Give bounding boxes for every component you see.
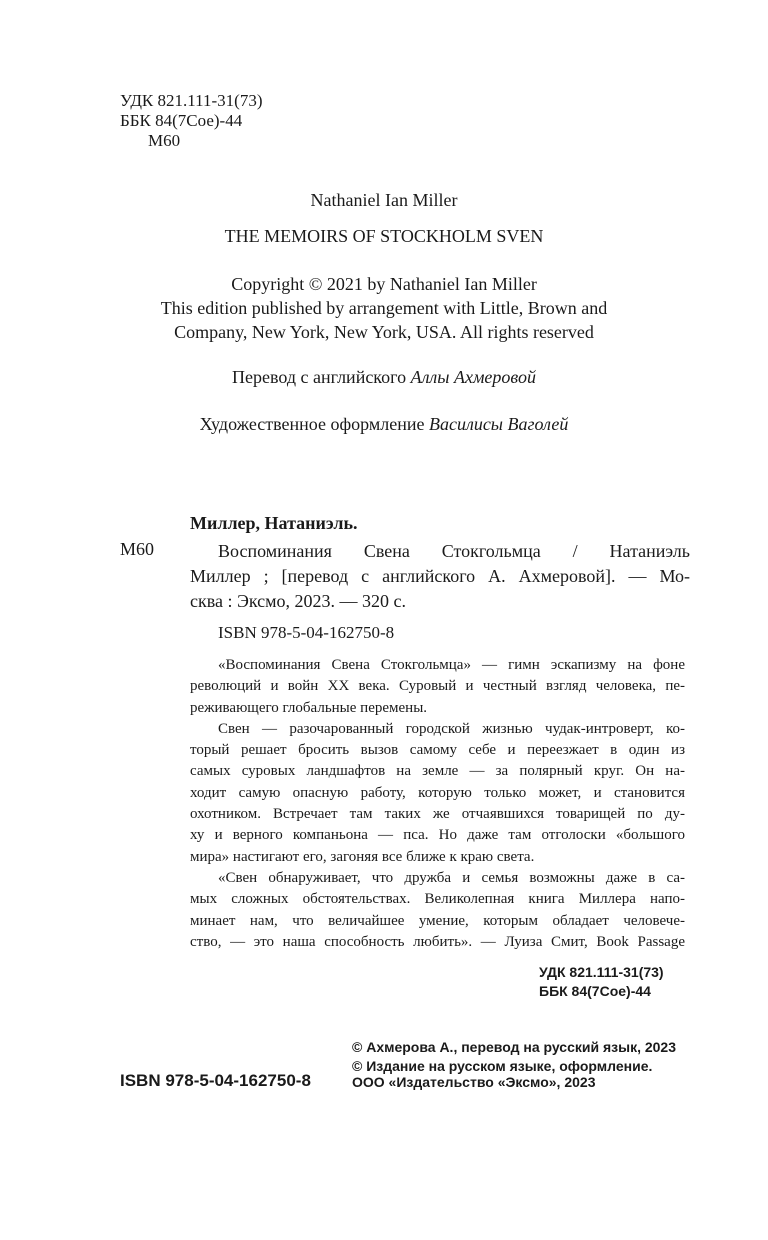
annotation-line: ходит самую опасную работу, которую только может, и становится <box>190 784 685 801</box>
designer-name: Василисы Ваголей <box>428 414 569 434</box>
top-author-mark: М60 <box>148 131 181 150</box>
biblio-line-1: Воспоминания Свена Стокгольмца / Натаниэль <box>218 541 690 561</box>
annotation-line: реживающего глобальные перемены. <box>190 699 428 716</box>
annotation-paragraph-2 <box>190 719 685 868</box>
original-author: Nathaniel Ian Miller <box>310 190 458 210</box>
biblio-author-heading: Миллер, Натаниэль. <box>190 513 358 533</box>
annotation-paragraph-3 <box>190 868 685 953</box>
biblio-line-2: Миллер ; [перевод с английского А. Ахмеровой]. — Мо- <box>190 566 690 586</box>
biblio-description <box>190 539 690 614</box>
original-title: THE MEMOIRS OF STOCKHOLM SVEN <box>224 226 544 246</box>
copyright-line-1: Copyright © 2021 by Nathaniel Ian Miller <box>231 274 537 294</box>
copyright-line-2: This edition published by arrangement with Little, Brown and <box>160 298 608 318</box>
top-udk: УДК 821.111-31(73) <box>120 91 263 110</box>
annotation-line: торый решает бросить вызов самому себе и переезжает в один из <box>190 742 685 759</box>
biblio-isbn: ISBN 978-5-04-162750-8 <box>218 623 395 642</box>
design-credit <box>0 414 768 435</box>
biblio-line-3: сква : Эксмо, 2023. — 320 с. <box>190 591 407 611</box>
annotation-line: минает нам, что величайшее умение, которым обладает человече- <box>190 912 685 929</box>
annotation-line: самых суровых ландшафтов на земле — за полярный круг. Он на- <box>190 763 685 780</box>
biblio-mark: М60 <box>120 539 155 559</box>
annotation-line: ство, — это наша способность любить». — Луиза Смит, Book Passage <box>190 933 685 950</box>
annotation-line: мых сложных обстоятельствах. Великолепная книга Миллера напо- <box>190 891 685 908</box>
bottom-bbk: ББК 84(7Сое)-44 <box>539 983 651 999</box>
annotation-line: Свен — разочарованный городской жизнью чудак-интроверт, ко- <box>218 720 685 737</box>
annotation-line: мира» настигают его, загоняя все ближе к краю света. <box>190 848 535 865</box>
annotation-line: «Свен обнаруживает, что дружба и семья возможны даже в са- <box>218 869 685 886</box>
annotation-line: охотником. Встречает там таких же отчаявшихся товарищей по ду- <box>190 806 685 823</box>
annotation-line: революций и войн XX века. Суровый и честный взгляд человека, пе- <box>190 678 685 695</box>
copyright-line-3: Company, New York, New York, USA. All rights reserved <box>174 322 594 342</box>
annotation-line: «Воспоминания Свена Стокгольмца» — гимн эскапизму на фоне <box>218 657 685 673</box>
imprint-line-3: ООО «Издательство «Эксмо», 2023 <box>352 1074 596 1090</box>
design-label: Художественное оформление <box>199 414 429 434</box>
bottom-udk: УДК 821.111-31(73) <box>539 964 664 980</box>
imprint-isbn: ISBN 978-5-04-162750-8 <box>120 1071 311 1090</box>
copyright-block <box>0 272 768 344</box>
annotation-line: ху и верного компаньона — пса. Но даже там отголоски «большого <box>190 827 685 844</box>
imprint-line-2: © Издание на русском языке, оформление. <box>352 1058 653 1074</box>
imprint-line-1: © Ахмерова А., перевод на русский язык, 2023 <box>352 1039 677 1055</box>
annotation-paragraph-1 <box>190 655 685 719</box>
top-bbk: ББК 84(7Сое)-44 <box>120 111 243 130</box>
translation-label: Перевод с английского <box>232 367 411 387</box>
translation-credit <box>0 367 768 388</box>
annotation <box>190 655 685 953</box>
translator-name: Аллы Ахмеровой <box>410 367 536 387</box>
